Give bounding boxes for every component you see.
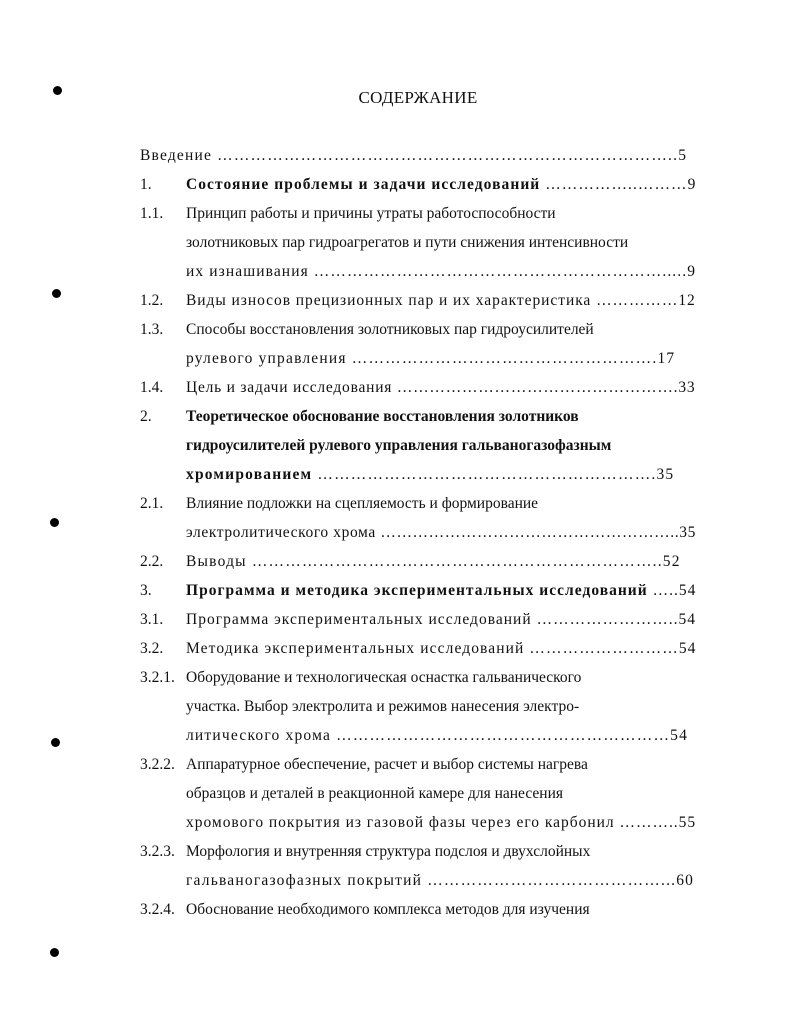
toc-entry [186, 523, 696, 543]
toc-entry-title: хромового покрытия из газовой фазы через его карбонил ……….. [186, 814, 679, 831]
toc-page-number: 35 [679, 524, 696, 541]
toc-page-number: 60 [676, 872, 695, 889]
toc-page-number: 52 [662, 553, 681, 570]
toc-entry [186, 871, 694, 891]
toc-section-number: 3.2.4. [140, 901, 175, 918]
punch-hole-mark [52, 289, 61, 298]
toc-entry-title: литического хрома …………………………………………………… [186, 727, 671, 744]
toc-section-number: 1.4. [140, 379, 164, 396]
toc-page-number: 54 [670, 727, 689, 744]
toc-section-number: 3.2.1. [140, 669, 175, 686]
toc-entry [186, 175, 696, 195]
toc-entry-title: образцов и деталей в реакционной камере для нанесения [186, 785, 563, 802]
punch-hole-mark [50, 518, 59, 527]
toc-entry [186, 320, 594, 340]
toc-entry [186, 668, 581, 688]
toc-section-number: 3.2. [140, 640, 164, 657]
toc-entry [186, 784, 563, 804]
toc-entry [186, 639, 697, 659]
toc-entry [186, 726, 688, 746]
toc-entry-title: Выводы ……………………………………………………………….. [186, 553, 663, 570]
toc-section-number: 3. [140, 582, 152, 599]
toc-entry [186, 842, 590, 862]
toc-entry [186, 581, 696, 601]
toc-section-number: 2.2. [140, 553, 164, 570]
toc-section-number: 3.2.2. [140, 756, 175, 773]
toc-page-number: 12 [678, 292, 696, 309]
toc-entry-title: Влияние подложки на сцепляемость и формирование [186, 495, 539, 512]
toc-entry-title: Принцип работы и причины утраты работоспособности [186, 205, 556, 222]
toc-entry [186, 233, 628, 253]
toc-entry [186, 552, 681, 572]
toc-entry-title: Состояние проблемы и задачи исследований [186, 176, 541, 193]
toc-section-number: 1.1. [140, 205, 164, 222]
toc-section-number: 3.2.3. [140, 843, 175, 860]
punch-hole-mark [51, 738, 60, 747]
toc-entry-title: рулевого управления ………………………………………………. [186, 350, 658, 367]
toc-page-number: 55 [678, 814, 697, 831]
toc-entry [186, 407, 579, 427]
toc-entry-title: Оборудование и технологическая оснастка гальванического [186, 669, 582, 686]
toc-entry-title: Цель и задачи исследования ……………………………………………. [186, 379, 679, 396]
toc-entry [186, 262, 696, 282]
toc-entry-title: хромированием [186, 466, 313, 483]
toc-entry-title: Морфология и внутренняя структура подслоя и двухслойных [186, 843, 591, 860]
toc-page-number: 5 [678, 147, 688, 164]
toc-entry [186, 436, 611, 456]
toc-entry-title: участка. Выбор электролита и режимов нанесения электро- [186, 698, 580, 715]
toc-entry-title: гидроусилителей рулевого управления гальваногазофазным [186, 437, 612, 454]
toc-leader-dots: ….. [647, 582, 679, 599]
toc-entry [186, 610, 696, 630]
page-title: СОДЕРЖАНИЕ [358, 88, 478, 107]
toc-entry-title: золотниковых пар гидроагрегатов и пути снижения интенсивности [186, 234, 629, 251]
toc-section-number: 1. [140, 176, 152, 193]
toc-page-number: 35 [656, 466, 675, 483]
toc-page-number: 54 [678, 611, 697, 628]
toc-entry-title: Обоснование необходимого комплекса методов для изучения [186, 901, 590, 918]
toc-entry-title: Способы восстановления золотниковых пар гидроусилителей [186, 321, 594, 338]
toc-leader-dots: ……………………………………………………. [312, 466, 657, 483]
toc-entry [186, 349, 675, 369]
toc-section-number: 3.1. [140, 611, 164, 628]
toc-entry-title: гальваногазофазных покрытий ……………………………………... [186, 872, 677, 889]
toc-entry [186, 900, 590, 920]
toc-entry [186, 755, 588, 775]
toc-section-number: 1.2. [140, 292, 164, 309]
toc-leader-dots: ……………..……… [540, 176, 688, 193]
toc-entry [186, 465, 674, 485]
toc-section-number: 2.1. [140, 495, 164, 512]
toc-page-number: 54 [678, 582, 697, 599]
toc-entry-title: Аппаратурное обеспечение, расчет и выбор системы нагрева [186, 756, 588, 773]
toc-page-number: 9 [687, 176, 697, 193]
toc-page-number: 33 [678, 379, 696, 396]
toc-entry [186, 204, 556, 224]
toc-entry-title: их изнашивания ………………………………………………………..... [186, 263, 688, 280]
toc-page-number: 54 [678, 640, 697, 657]
toc-entry [186, 697, 579, 717]
toc-entry-title: Методика экспериментальных исследований ……………………… [186, 640, 679, 657]
toc-section-number: 2. [140, 408, 152, 425]
toc-entry [186, 494, 538, 514]
toc-page-number: 9 [687, 263, 697, 280]
punch-hole-mark [50, 948, 59, 957]
toc-section-number: 1.3. [140, 321, 164, 338]
toc-entry-title: Введение ……………………………………………………………………….. [140, 147, 679, 164]
toc-entry-title: Теоретическое обоснование восстановления золотников [186, 408, 579, 425]
toc-entry [186, 378, 695, 398]
toc-entry-title: Программа и методика экспериментальных исследований [186, 582, 648, 599]
toc-entry-title: Виды износов прецизионных пар и их характеристика …………… [186, 292, 679, 309]
toc-entry [186, 291, 696, 311]
toc-page-number: 17 [657, 350, 676, 367]
toc-entry [186, 813, 696, 833]
toc-entry-title: электролитического хрома ……………………………………………….. [186, 524, 680, 541]
toc-entry [140, 146, 687, 166]
toc-entry-title: Программа экспериментальных исследований …………………….. [186, 611, 679, 628]
